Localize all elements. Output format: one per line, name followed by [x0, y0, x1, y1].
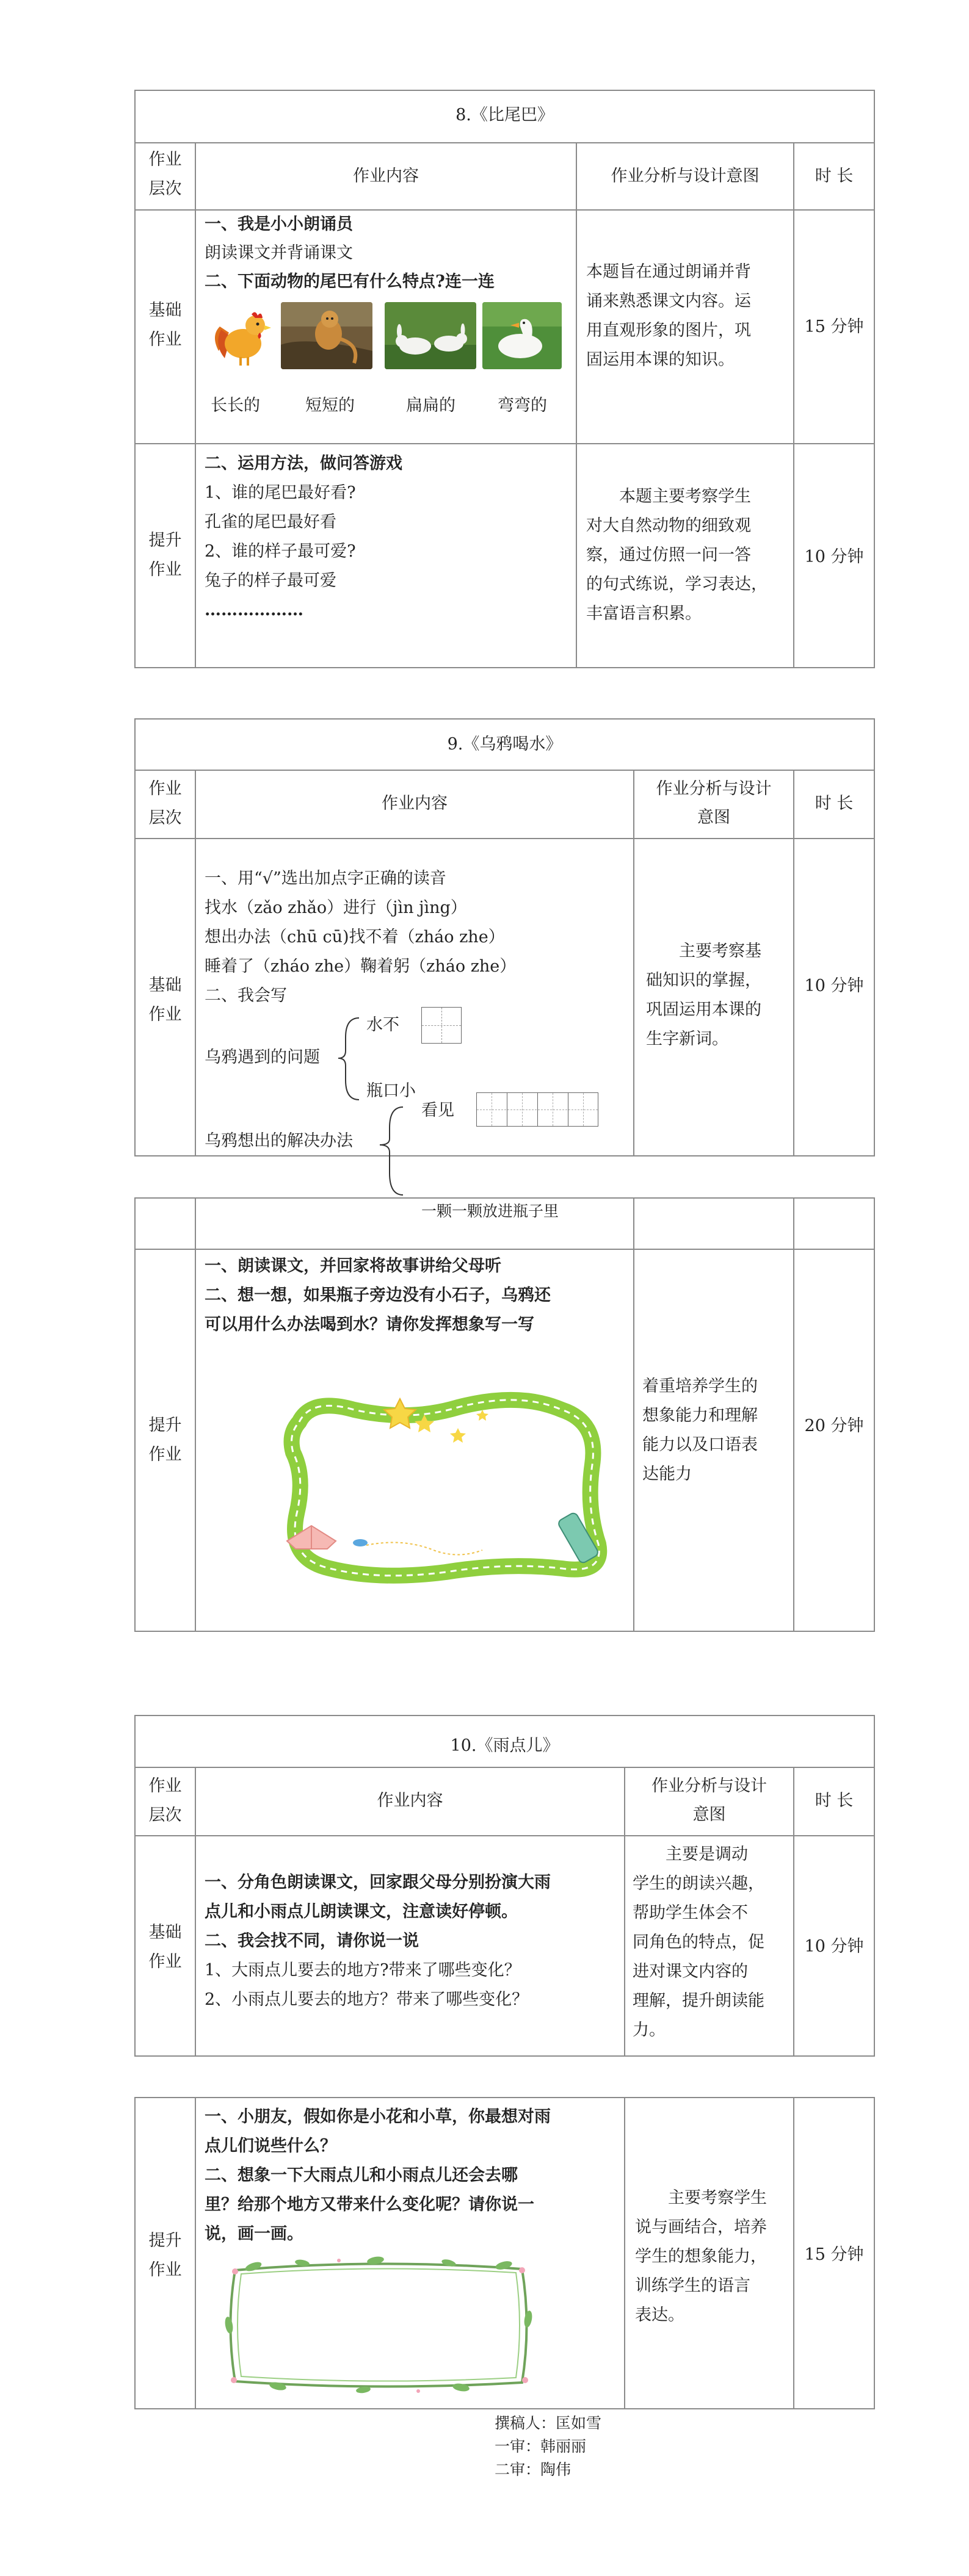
header-content: 作业内容 — [382, 794, 448, 813]
lesson10-basic-analysis: 主要是调动 学生的朗读兴趣， 帮助学生体会不 同角色的特点，促 进对课文内容的 理解，提升朗读能 力。 — [633, 1845, 764, 2040]
lesson10-advanced-level: 提升 作业 — [148, 2231, 182, 2279]
lesson8-adv-line-3: 孔雀的尾巴最好看 — [205, 513, 336, 532]
lesson9-title: 9.《乌鸦喝水》 — [447, 735, 562, 754]
header-time: 时 长 — [815, 794, 854, 813]
review-2: 二审：陶伟 — [495, 2461, 572, 2478]
lesson10-basic-line-3: 二、我会找不同，请你说一说 — [205, 1932, 419, 1950]
writing-grid — [476, 1092, 598, 1127]
lesson10-basic-level: 基础 作业 — [148, 1923, 182, 1971]
lesson9-adv-line-2: 二、想一想，如果瓶子旁边没有小石子，乌鸦还 — [205, 1286, 551, 1305]
lesson8-basic-line-1: 一、我是小小朗诵员 — [205, 215, 353, 234]
lesson8-basic-time: 15 分钟 — [804, 317, 864, 336]
lesson9-advanced-analysis: 着重培养学生的 想象能力和理解 能力以及口语表 达能力 — [642, 1377, 758, 1484]
lesson9-basic-time: 10 分钟 — [804, 976, 864, 995]
lesson8-basic-analysis: 本题旨在通过朗诵并背 诵来熟悉课文内容。运 用直观形象的图片，巩 固运用本课的知识。 — [586, 262, 751, 369]
lesson9-basic-line-1: 一、用“√”选出加点字正确的读音 — [205, 869, 446, 888]
lesson10-adv-line-2: 点儿们说些什么？ — [205, 2137, 336, 2156]
review-1: 一审：韩丽丽 — [495, 2437, 587, 2455]
lesson10-advanced-analysis: 主要考察学生 说与画结合，培养 学生的想象能力， 训练学生的语言 表达。 — [635, 2188, 767, 2325]
header-analysis: 作业分析与设计 — [656, 779, 772, 798]
header-analysis: 作业分析与设计意图 — [611, 167, 760, 186]
lesson8-basic-level: 基础 作业 — [148, 301, 182, 349]
lesson10-basic-line-5: 2、小雨点儿要去的地方？带来了哪些变化？ — [205, 1990, 529, 2009]
lesson9-advanced-time: 20 分钟 — [804, 1416, 864, 1435]
lesson8-advanced-level: 提升 作业 — [148, 531, 182, 579]
lesson8-adv-line-2: 1、谁的尾巴最好看? — [205, 483, 356, 502]
lesson10-adv-line-5: 说，画一画。 — [205, 2224, 303, 2243]
lesson8-advanced-time: 10 分钟 — [804, 547, 864, 566]
lesson9-basic-line-2: 找水（zǎo zhǎo）进行（jìn jìng） — [205, 898, 467, 917]
lesson8-label-2: 短短的 — [305, 396, 355, 415]
header-time: 时 长 — [815, 167, 854, 186]
lesson8-adv-line-5: 兔子的样子最可爱 — [205, 571, 336, 590]
lesson10-basic-time: 10 分钟 — [804, 1937, 864, 1956]
lesson9-adv-line-3: 可以用什么办法喝到水？请你发挥想象写一写 — [205, 1315, 534, 1334]
lesson8-adv-line-6: ……………… — [205, 601, 303, 619]
solution-brace — [374, 1103, 410, 1201]
writing-box — [421, 1007, 462, 1044]
lesson8-label-3: 扁扁的 — [406, 396, 455, 415]
lesson8-label-4: 弯弯的 — [498, 396, 547, 415]
lesson9-basic-line-4: 睡着了（zháo zhe）鞠着躬（zháo zhe） — [205, 957, 517, 976]
lesson8-adv-line-1: 二、运用方法，做问答游戏 — [205, 454, 402, 473]
solution-label: 乌鸦想出的解决办法 — [205, 1131, 353, 1150]
solution-item: 看见 — [421, 1101, 454, 1120]
lesson8-title: 8.《比尾巴》 — [455, 106, 554, 124]
lesson9-adv-line-1: 一、朗读课文，并回家将故事讲给父母听 — [205, 1257, 501, 1275]
header-time: 时 长 — [815, 1791, 854, 1810]
monkey-image — [281, 302, 372, 369]
lesson10-advanced-time: 15 分钟 — [804, 2245, 864, 2264]
lesson10-adv-line-3: 二、想象一下大雨点儿和小雨点儿还会去哪 — [205, 2166, 518, 2185]
lesson8-label-1: 长长的 — [211, 396, 260, 415]
lesson8-advanced-analysis: 本题主要考察学生 对大自然动物的细致观 察，通过仿照一问一答 的句式练说，学习表达， 丰富语言积累。 — [586, 487, 768, 623]
problem-brace — [335, 1013, 365, 1105]
lesson10-adv-line-4: 里？给那个地方又带来什么变化呢？请你说一 — [205, 2195, 534, 2214]
lesson10-adv-line-1: 一、小朋友，假如你是小花和小草，你最想对雨 — [205, 2107, 551, 2126]
rabbits-image — [385, 302, 476, 369]
duck-image — [482, 302, 562, 369]
problem-label: 乌鸦遇到的问题 — [205, 1048, 320, 1067]
header-level: 作业 层次 — [148, 150, 182, 198]
lesson9-basic-line-5: 二、我会写 — [205, 986, 287, 1005]
header-analysis-2: 意图 — [692, 1805, 726, 1824]
lesson9-basic-analysis: 主要考察基 础知识的掌握， 巩固运用本课的 生字新词。 — [646, 942, 761, 1048]
lesson9-advanced-level: 提升 作业 — [148, 1416, 182, 1464]
decorative-frame-leaves — [217, 2252, 540, 2398]
author: 撰稿人：匡如雪 — [495, 2414, 602, 2432]
lesson10-basic-line-1: 一、分角色朗读课文，回家跟父母分别扮演大雨 — [205, 1873, 551, 1892]
lesson9-cont-line: 一颗一颗放进瓶子里 — [421, 1202, 559, 1220]
problem-item-1: 水不 — [366, 1016, 399, 1034]
lesson8-adv-line-4: 2、谁的样子最可爱? — [205, 542, 356, 561]
lesson10-basic-line-2: 点儿和小雨点儿朗读课文，注意读好停顿。 — [205, 1902, 518, 1921]
lesson8-basic-line-2: 朗读课文并背诵课文 — [205, 244, 353, 262]
decorative-frame-green — [275, 1385, 617, 1593]
header-content: 作业内容 — [353, 167, 419, 186]
lesson8-basic-line-3: 二、下面动物的尾巴有什么特点?连一连 — [205, 272, 495, 291]
header-level: 作业 层次 — [148, 779, 182, 828]
header-analysis-2: 意图 — [697, 808, 730, 827]
lesson9-basic-line-3: 想出办法（chū cū)找不着（zháo zhe） — [205, 928, 505, 947]
header-content: 作业内容 — [377, 1791, 443, 1810]
header-analysis: 作业分析与设计 — [651, 1777, 767, 1795]
lesson9-basic-level: 基础 作业 — [148, 976, 182, 1024]
lesson10-title: 10.《雨点儿》 — [450, 1736, 559, 1755]
rooster-image — [208, 302, 275, 369]
header-level: 作业 层次 — [148, 1777, 182, 1825]
lesson10-basic-line-4: 1、大雨点儿要去的地方?带来了哪些变化？ — [205, 1961, 521, 1980]
problem-item-2: 瓶口小 — [366, 1081, 416, 1100]
